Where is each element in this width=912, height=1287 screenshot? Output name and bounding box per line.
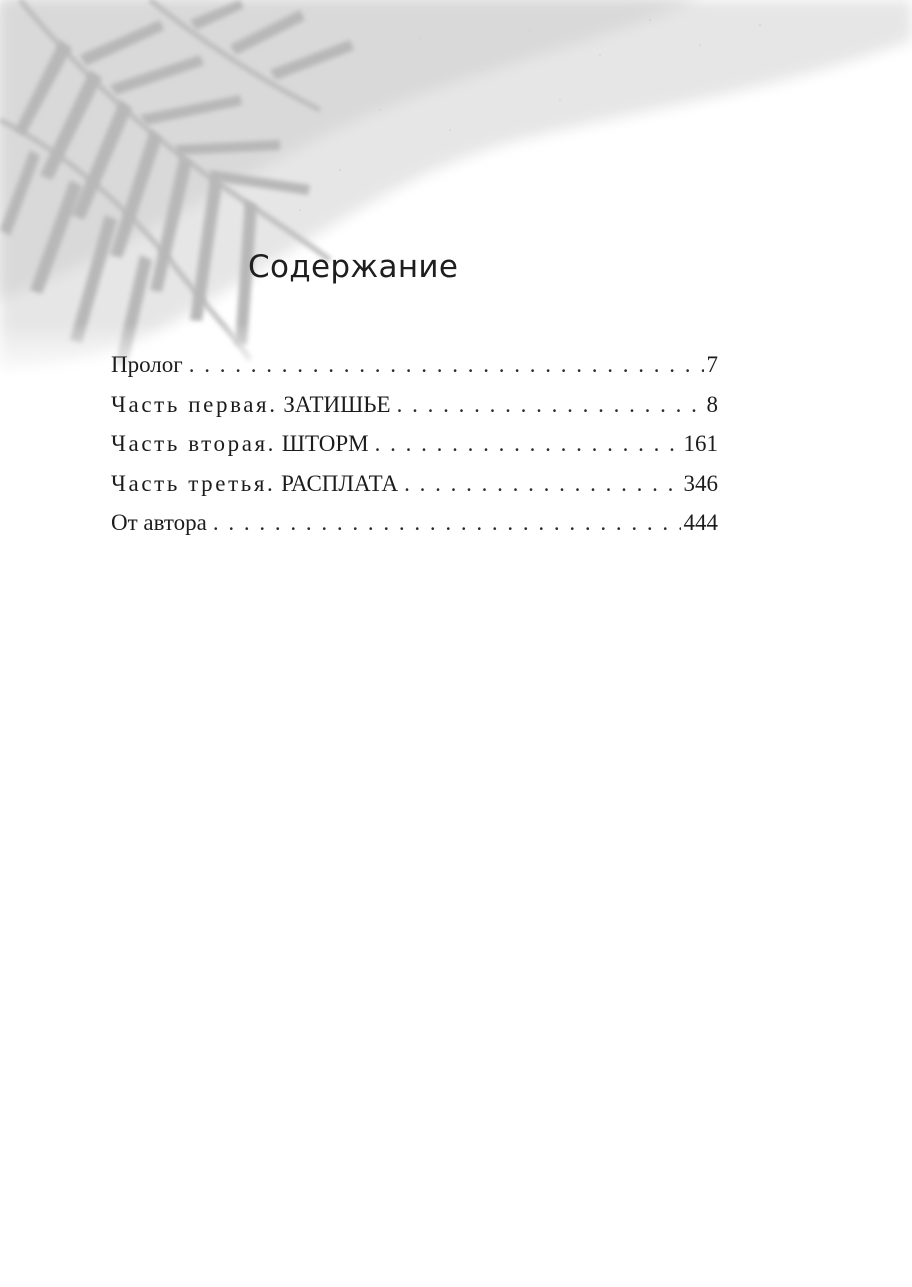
toc-entry-part-three[interactable]: [111, 471, 718, 511]
toc-entry-label: ШТОРМ: [281, 431, 369, 456]
toc-entry-label: От автора: [111, 510, 207, 535]
table-of-contents: [111, 352, 718, 550]
toc-entry-prologue[interactable]: [111, 352, 718, 392]
toc-page-number: 444: [683, 510, 718, 535]
toc-page-number: 161: [683, 431, 718, 456]
toc-entry-prefix: Часть третья.: [111, 470, 276, 496]
toc-entry-label: Пролог: [111, 352, 183, 377]
toc-dot-leader: [375, 431, 681, 457]
toc-entry-part-two[interactable]: [111, 431, 718, 471]
toc-entry-title: [111, 392, 391, 418]
palm-leaf-shadow-image: [0, 0, 912, 380]
toc-page-number: 7: [706, 352, 718, 377]
toc-entry-title: [111, 510, 207, 536]
toc-title: Содержание: [248, 249, 459, 285]
toc-dot-leader: [213, 510, 681, 536]
toc-page-number: 8: [706, 391, 718, 417]
toc-dot-leader: [404, 471, 680, 497]
toc-page-number: 346: [683, 470, 718, 496]
toc-dot-leader: [189, 352, 704, 378]
toc-dot-leader: [397, 392, 704, 418]
toc-entry-prefix: Часть первая.: [111, 391, 278, 417]
toc-entry-label: РАСПЛАТА: [281, 470, 399, 496]
toc-entry-title: [111, 352, 183, 378]
toc-entry-title: [111, 471, 398, 497]
toc-entry-part-one[interactable]: [111, 392, 718, 432]
toc-entry-afterword[interactable]: [111, 510, 718, 550]
toc-entry-label: ЗАТИШЬЕ: [283, 391, 391, 417]
toc-entry-title: [111, 431, 369, 457]
toc-entry-prefix: Часть вторая.: [111, 431, 277, 456]
